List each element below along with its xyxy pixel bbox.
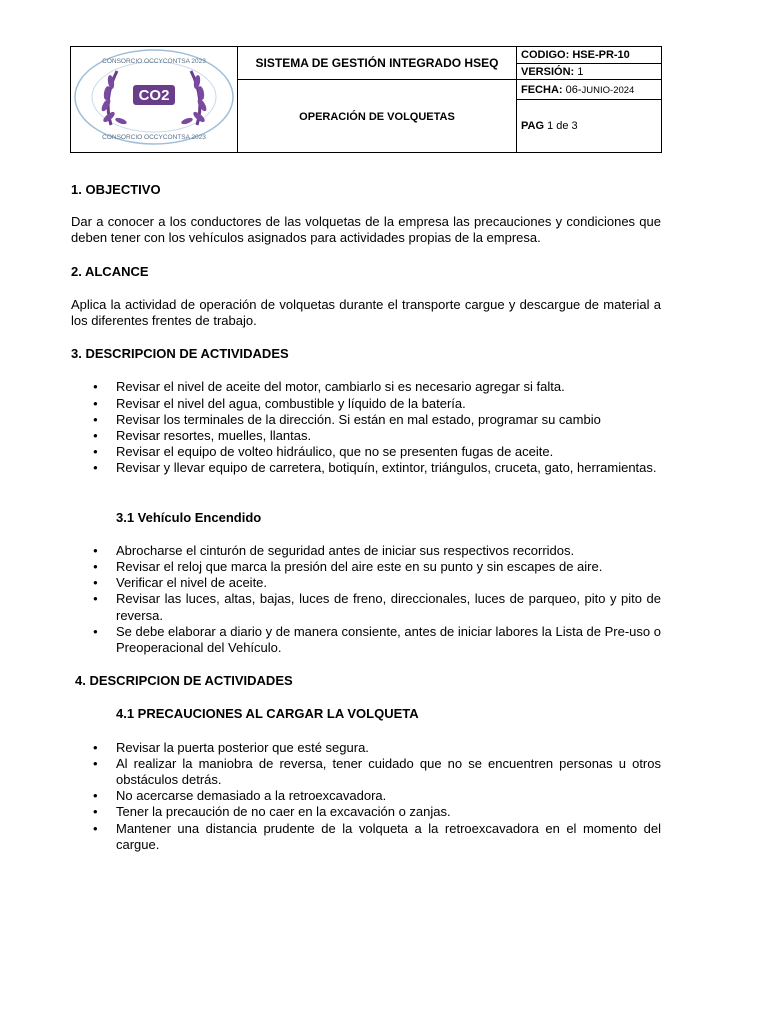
- date-cell: [517, 80, 662, 100]
- version-value: 1: [577, 65, 584, 78]
- page-cell: [517, 100, 662, 153]
- section-4-1-heading: 4.1 PRECAUCIONES AL CARGAR LA VOLQUETA: [116, 706, 419, 722]
- list-item: ● Revisar el nivel de aceite del motor, cambiarlo si es necesario agregar si falta.: [71, 379, 661, 395]
- list-item: ● Revisar resortes, muelles, llantas.: [71, 428, 661, 444]
- list-item: ● Verificar el nivel de aceite.: [71, 575, 661, 591]
- section-4-heading: 4. DESCRIPCION DE ACTIVIDADES: [75, 673, 293, 689]
- system-title: SISTEMA DE GESTIÓN INTEGRADO HSEQ: [255, 56, 499, 70]
- version-cell: [517, 64, 662, 80]
- section-1-text: Dar a conocer a los conductores de las volquetas de la empresa las precauciones y condiciones que deben tener con los vehículos asignados para actividades propias de la empresa.: [71, 214, 661, 246]
- page-value: 1 de 3: [547, 120, 578, 132]
- list-item: ● Se debe elaborar a diario y de manera consiente, antes de iniciar labores la Lista de Pre-uso o Preoperacional del Vehículo.: [71, 624, 661, 656]
- doc-title-cell: [238, 80, 517, 153]
- date-label: FECHA:: [521, 83, 563, 96]
- list-item: ● Revisar los terminales de la dirección. Si están en mal estado, programar su cambio: [71, 412, 661, 428]
- code-cell: [517, 47, 662, 64]
- system-title-cell: [238, 47, 517, 80]
- list-item: • Revisar la puerta posterior que esté segura.: [71, 740, 661, 756]
- section-2-heading: 2. ALCANCE: [71, 263, 149, 279]
- date-day: 06-: [565, 83, 582, 96]
- list-item: ● Revisar y llevar equipo de carretera, botiquín, extintor, triángulos, cruceta, gato, herramientas.: [71, 460, 661, 476]
- section-3-list: [71, 379, 661, 476]
- date-rest: JUNIO-2024: [581, 84, 635, 96]
- document-header: [70, 46, 662, 153]
- version-label: VERSIÓN:: [521, 65, 575, 78]
- doc-title: OPERACIÓN DE VOLQUETAS: [299, 111, 455, 123]
- company-logo: [73, 47, 235, 147]
- list-item: • Al realizar la maniobra de reversa, tener cuidado que no se encuentren personas u otros obstáculos detrás.: [71, 756, 661, 788]
- logo-text: CO2: [138, 87, 170, 104]
- logo-ring-text-top: CONSORCIO OCCYCONTSA 2023: [102, 58, 206, 65]
- logo-ring-text-bottom: CONSORCIO OCCYCONTSA 2023: [102, 134, 206, 141]
- section-4-1-list: [71, 740, 661, 853]
- list-item: ● Abrocharse el cinturón de seguridad antes de iniciar sus respectivos recorridos.: [71, 543, 661, 559]
- list-item: • Tener la precaución de no caer en la excavación o zanjas.: [71, 804, 661, 820]
- list-item: • Mantener una distancia prudente de la volqueta a la retroexcavadora en el momento del cargue.: [71, 821, 661, 853]
- list-item: ● Revisar las luces, altas, bajas, luces de freno, direccionales, luces de parqueo, pito y pito de reversa.: [71, 591, 661, 623]
- list-item: ● Revisar el equipo de volteo hidráulico, que no se presenten fugas de aceite.: [71, 444, 661, 460]
- section-1-heading: 1. OBJECTIVO: [71, 182, 161, 197]
- section-2-text: Aplica la actividad de operación de volquetas durante el transporte cargue y descargue de material a los diferentes frentes de trabajo.: [71, 296, 661, 329]
- list-item: ● Revisar el nivel del agua, combustible y líquido de la batería.: [71, 396, 661, 412]
- code-label: CODIGO: HSE-PR-10: [521, 49, 630, 61]
- section-3-heading: 3. DESCRIPCION DE ACTIVIDADES: [71, 346, 289, 362]
- section-3-1-list: [71, 543, 661, 656]
- list-item: ● Revisar el reloj que marca la presión del aire este en su punto y sin escapes de aire.: [71, 559, 661, 575]
- section-3-1-heading: 3.1 Vehículo Encendido: [116, 509, 262, 525]
- document-body: [71, 182, 661, 853]
- list-item: • No acercarse demasiado a la retroexcavadora.: [71, 788, 661, 804]
- logo-cell: [71, 47, 238, 153]
- page-label: PAG: [521, 120, 545, 132]
